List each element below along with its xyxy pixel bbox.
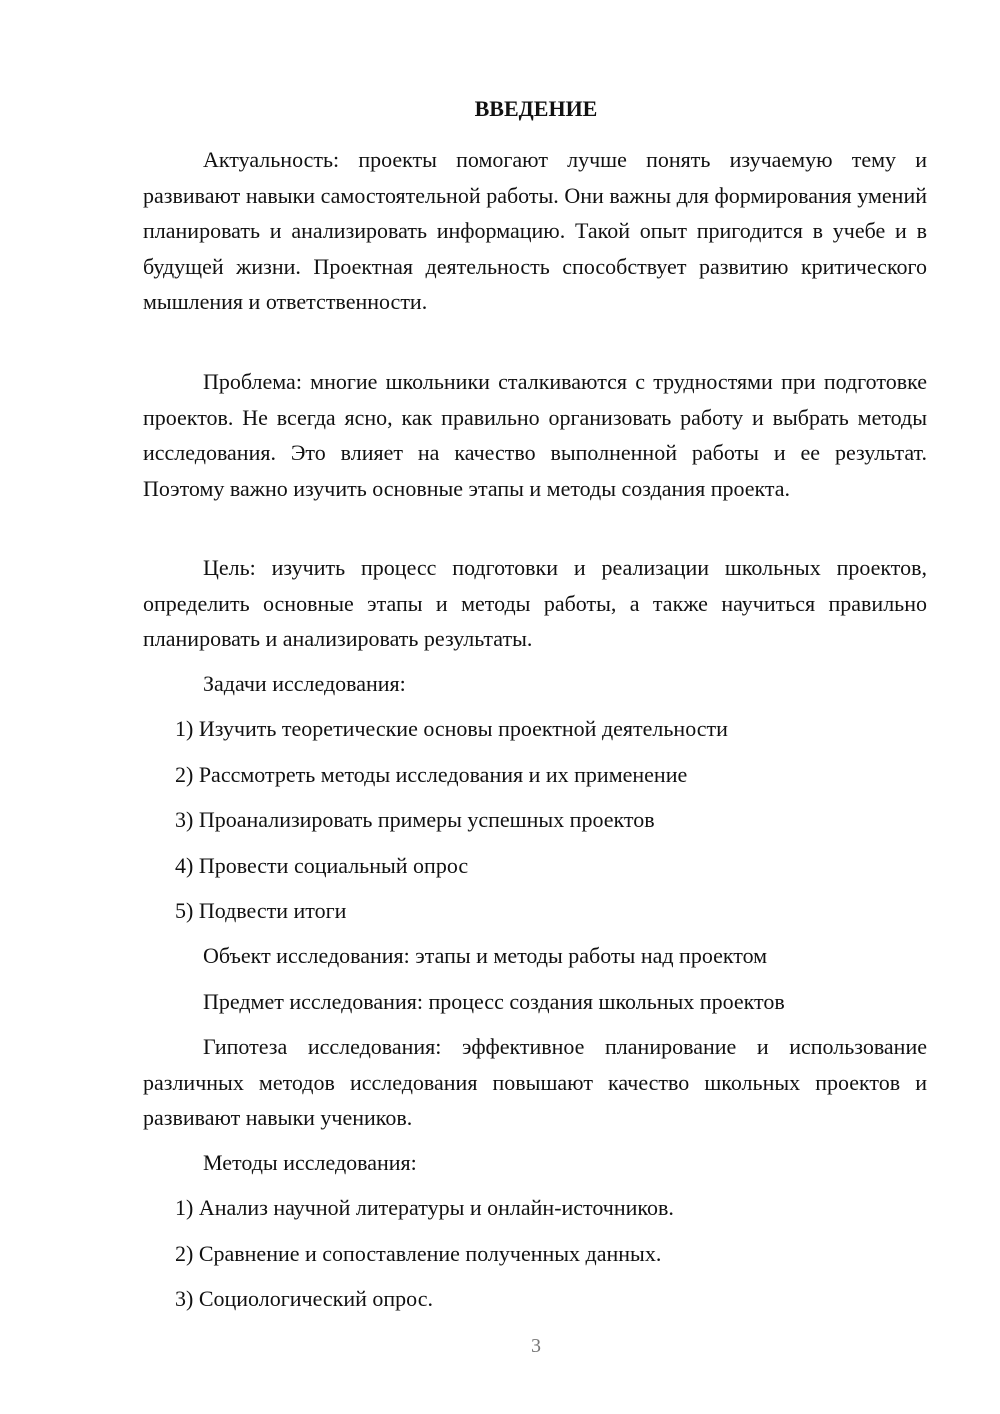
list-item-method-1: 1) Анализ научной литературы и онлайн-источников. (175, 1195, 674, 1220)
tasks-heading: Задачи исследования: (203, 671, 406, 696)
page-title: ВВЕДЕНИЕ (474, 96, 598, 121)
list-item-method-3: 3) Социологический опрос. (175, 1286, 433, 1311)
list-item-task-4: 4) Провести социальный опрос (175, 853, 469, 878)
methods-heading: Методы исследования: (203, 1150, 417, 1175)
list-item-task-1: 1) Изучить теоретические основы проектной деятельности (175, 716, 728, 741)
paragraph-goal: Цель: изучить процесс подготовки и реализации школьных проектов, определить основные этапы и методы работы, а также научиться правильно планировать и анализировать результаты. (143, 555, 927, 651)
paragraph-hypothesis: Гипотеза исследования: эффективное планирование и использование различных методов исследования повышают качество школьных проектов и развивают навыки учеников. (143, 1034, 927, 1130)
list-item-task-5: 5) Подвести итоги (175, 898, 347, 923)
paragraph-object: Объект исследования: этапы и методы работы над проектом (203, 943, 768, 968)
paragraph-problem: Проблема: многие школьники сталкиваются с трудностями при подготовке проектов. Не всегда ясно, как правильно организовать работу и выбрать методы исследования. Это влияет на качество выполненной работы и ее результат. Поэтому важно изучить основные этапы и методы создания проекта. (143, 369, 927, 501)
page-number: 3 (531, 1335, 541, 1357)
list-item-task-3: 3) Проанализировать примеры успешных проектов (175, 807, 655, 832)
list-item-task-2: 2) Рассмотреть методы исследования и их применение (175, 762, 688, 787)
list-item-method-2: 2) Сравнение и сопоставление полученных данных. (175, 1241, 662, 1266)
paragraph-relevance: Актуальность: проекты помогают лучше понять изучаемую тему и развивают навыки самостоятельной работы. Они важны для формирования умений планировать и анализировать информацию. Такой опыт пригодится в учебе и в будущей жизни. Проектная деятельность способствует развитию критического мышления и ответственности. (143, 147, 927, 314)
paragraph-subject: Предмет исследования: процесс создания школьных проектов (203, 989, 785, 1014)
